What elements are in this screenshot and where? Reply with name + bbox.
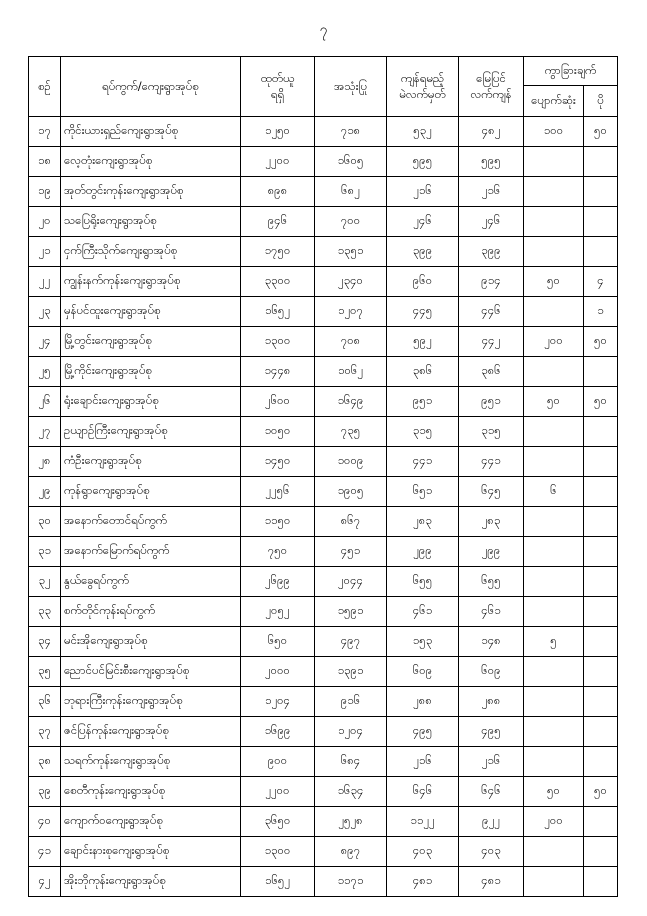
row-name: ကျွန်းနက်ကုန်းကျေးရွာအုပ်စု [61,267,241,297]
row-existing: ၃၆၅၀ [241,807,315,837]
row-actual: ၂၈၃ [459,507,524,537]
row-lost: ၁၀၀ [524,117,584,147]
row-actual: ၅၉၅ [459,147,524,177]
row-used: ၇၀၀ [315,207,387,237]
row-existing: ၂၂၀၀ [241,777,315,807]
row-number: ၄၁ [29,837,61,867]
table-row [29,147,618,177]
table-row [29,177,618,207]
row-actual: ၄၉၅ [459,717,524,747]
row-used: ၄၅၁ [315,537,387,567]
row-name: လေ့တုံးကျေးရွာအုပ်စု [61,147,241,177]
row-used: ၄၉၇ [315,627,387,657]
row-remaining: ၅၉၅ [387,147,459,177]
row-excess [584,687,618,717]
row-lost [524,417,584,447]
row-number: ၂၀ [29,207,61,237]
row-existing: ၂၆၀၀ [241,387,315,417]
row-existing: ၁၆၉၉ [241,717,315,747]
row-lost [524,867,584,897]
row-used: ၈၆၇ [315,507,387,537]
row-excess [584,537,618,567]
row-actual: ၆၄၅ [459,477,524,507]
row-name: မှန်ပင်ထူးကျေးရွာအုပ်စု [61,297,241,327]
row-remaining: ၄၈၁ [387,867,459,897]
header-remaining: ကျန်ရမည့် မဲလက်မှတ် [387,57,459,117]
row-excess [584,237,618,267]
row-remaining: ၂၁၆ [387,177,459,207]
row-lost [524,717,584,747]
row-remaining: ၄၄၁ [387,447,459,477]
row-name: ငှက်ကြီးသိုက်ကျေးရွာအုပ်စု [61,237,241,267]
row-excess [584,147,618,177]
table-row [29,267,618,297]
table-row [29,387,618,417]
row-number: ၂၇ [29,417,61,447]
table-row [29,687,618,717]
header-lost: ပျောက်ဆုံး [524,86,584,117]
row-actual: ၃၉၉ [459,237,524,267]
row-number: ၂၅ [29,357,61,387]
table-row [29,747,618,777]
row-excess [584,507,618,537]
table-row [29,357,618,387]
row-used: ၁၅၉၁ [315,597,387,627]
row-number: ၃၃ [29,597,61,627]
row-excess [584,807,618,837]
row-remaining: ၂၉၉ [387,537,459,567]
row-used: ၂၅၂၈ [315,807,387,837]
ballot-table [28,56,618,897]
table-row [29,117,618,147]
row-actual: ၉၁၄ [459,267,524,297]
table-row [29,207,618,237]
row-name: ဘုရားကြီးကုန်းကျေးရွာအုပ်စု [61,687,241,717]
row-used: ၁၂၀၇ [315,297,387,327]
row-actual: ၄၄၂ [459,327,524,357]
row-remaining: ၂၁၆ [387,747,459,777]
table-row [29,417,618,447]
row-actual: ၂၈၈ [459,687,524,717]
header-used: အသုံးပြု [315,57,387,117]
row-actual: ၉၂၂ [459,807,524,837]
row-used: ၂၃၄၀ [315,267,387,297]
row-existing: ၃၃၀၀ [241,267,315,297]
row-remaining: ၆၅၁ [387,477,459,507]
row-existing: ၁၄၄၈ [241,357,315,387]
row-remaining: ၂၈၈ [387,687,459,717]
row-remaining: ၉၆၀ [387,267,459,297]
row-used: ၁၆၃၄ [315,777,387,807]
row-existing: ၁၂၀၄ [241,687,315,717]
page-number: ၇ [319,22,328,38]
row-name: ဥယျာဉ်ကြီးကျေးရွာအုပ်စု [61,417,241,447]
row-existing: ၉၀၀ [241,747,315,777]
row-excess [584,477,618,507]
row-remaining: ၆၄၆ [387,777,459,807]
table-row [29,477,618,507]
row-number: ၃၀ [29,507,61,537]
row-remaining: ၄၆၁ [387,597,459,627]
row-actual: ၂၄၆ [459,207,524,237]
row-actual: ၆၅၅ [459,567,524,597]
row-actual: ၃၈၆ [459,357,524,387]
header-no: စဉ် [29,57,61,117]
row-used: ၆၈၄ [315,747,387,777]
row-name: ကိုင်းယားရှည်ကျေးရွာအုပ်စု [61,117,241,147]
table-row [29,867,618,897]
row-actual: ၂၉၉ [459,537,524,567]
row-name: အနောက်မြောက်ရပ်ကွက် [61,537,241,567]
row-name: မြို့တွင်းကျေးရွာအုပ်စု [61,327,241,357]
row-actual: ၃၁၅ [459,417,524,447]
row-used: ၂၀၄၄ [315,567,387,597]
row-name: စက်တိုင်ကုန်းရပ်ကွက် [61,597,241,627]
table-row [29,597,618,627]
row-name: စေတီကုန်းကျေးရွာအုပ်စု [61,777,241,807]
table-row [29,507,618,537]
header-name: ရပ်ကွက်/ကျေးရွာအုပ်စု [61,57,241,117]
row-used: ၁၃၉၁ [315,657,387,687]
row-number: ၃၅ [29,657,61,687]
row-name: သပြေရိုးကျေးရွာအုပ်စု [61,207,241,237]
row-used: ၁၆၄၉ [315,387,387,417]
row-number: ၂၉ [29,477,61,507]
table-row [29,627,618,657]
row-number: ၂၂ [29,267,61,297]
row-existing: ၁၂၅၀ [241,117,315,147]
row-used: ၇၃၅ [315,417,387,447]
row-lost [524,447,584,477]
header-excess: ပို [584,86,618,117]
row-excess: ၁ [584,297,618,327]
row-lost: ၂၀၀ [524,807,584,837]
row-excess [584,447,618,477]
row-lost [524,147,584,177]
row-lost [524,177,584,207]
row-name: အိုးဘိုကုန်းကျေးရွာအုပ်စု [61,867,241,897]
row-lost [524,567,584,597]
row-remaining: ၃၁၅ [387,417,459,447]
row-excess [584,717,618,747]
row-remaining: ၃၉၉ [387,237,459,267]
header-actual: မြေပြင် လက်ကျန် [459,57,524,117]
row-actual: ၄၀၃ [459,837,524,867]
row-lost [524,507,584,537]
table-row [29,657,618,687]
row-existing: ၂၀၀၀ [241,657,315,687]
row-excess: ၅၀ [584,387,618,417]
row-name: မြို့ကိုင်းကျေးရွာအုပ်စု [61,357,241,387]
row-name: ကံဦးကျေးရွာအုပ်စု [61,447,241,477]
row-lost [524,207,584,237]
row-remaining: ၆၀၉ [387,657,459,687]
row-remaining: ၁၅၃ [387,627,459,657]
row-excess: ၅၀ [584,117,618,147]
row-remaining: ၄၄၅ [387,297,459,327]
row-lost: ၂၀၀ [524,327,584,357]
row-lost: ၅၀ [524,777,584,807]
row-lost: ၅ [524,627,584,657]
row-number: ၃၄ [29,627,61,657]
row-actual: ၄၆၁ [459,597,524,627]
row-excess [584,627,618,657]
row-excess [584,837,618,867]
row-lost [524,297,584,327]
row-number: ၂၃ [29,297,61,327]
row-lost [524,357,584,387]
row-used: ၇၁၈ [315,117,387,147]
row-used: ၁၀၆၂ [315,357,387,387]
row-used: ၁၆၀၅ [315,147,387,177]
row-name: နွယ်ခွေရပ်ကွက် [61,567,241,597]
row-lost [524,657,584,687]
table-row [29,717,618,747]
row-number: ၃၇ [29,717,61,747]
row-existing: ၁၆၅၂ [241,297,315,327]
row-number: ၃၂ [29,567,61,597]
row-existing: ၁၄၅၀ [241,447,315,477]
row-remaining: ၂၄၆ [387,207,459,237]
table-row [29,567,618,597]
table-row [29,537,618,567]
header-difference: ကွာခြားချက် [524,57,618,86]
header-existing: ထုတ်ယူ ရရှိ [241,57,315,117]
row-lost [524,237,584,267]
table-row [29,297,618,327]
row-lost [524,747,584,777]
row-used: ၁၁၇၁ [315,867,387,897]
row-existing: ၂၀၅၂ [241,597,315,627]
row-existing: ၈၉၈ [241,177,315,207]
row-lost: ၆ [524,477,584,507]
row-actual: ၄၈၁ [459,867,524,897]
row-used: ၈၉၇ [315,837,387,867]
row-used: ၁၂၀၄ [315,717,387,747]
row-excess [584,597,618,627]
row-excess [584,867,618,897]
row-remaining: ၄၉၅ [387,717,459,747]
row-excess [584,357,618,387]
row-name: ရုံးချောင်းကျေးရွာအုပ်စု [61,387,241,417]
row-remaining: ၁၁၂၂ [387,807,459,837]
table-row [29,447,618,477]
row-number: ၃၉ [29,777,61,807]
row-excess [584,657,618,687]
row-number: ၂၁ [29,237,61,267]
row-actual: ၉၅၁ [459,387,524,417]
table-row [29,237,618,267]
row-existing: ၂၆၉၉ [241,567,315,597]
row-excess [584,567,618,597]
row-name: သရက်ကုန်းကျေးရွာအုပ်စု [61,747,241,777]
row-used: ၁၀၀၉ [315,447,387,477]
table-row [29,777,618,807]
row-lost [524,597,584,627]
row-lost [524,687,584,717]
row-excess [584,177,618,207]
row-lost [524,837,584,867]
row-number: ၃၆ [29,687,61,717]
row-remaining: ၆၅၅ [387,567,459,597]
row-existing: ၁၀၅၀ [241,417,315,447]
row-used: ၇၀၈ [315,327,387,357]
row-used: ၉၁၆ [315,687,387,717]
row-lost [524,537,584,567]
row-name: ကုန်ရွာကျေးရွာအုပ်စု [61,477,241,507]
row-remaining: ၅၃၂ [387,117,459,147]
row-used: ၁၉၀၅ [315,477,387,507]
row-existing: ၁၃၀၀ [241,327,315,357]
row-remaining: ၂၈၃ [387,507,459,537]
row-actual: ၁၄၈ [459,627,524,657]
row-name: ကျောက်ဝကျေးရွာအုပ်စု [61,807,241,837]
row-name: အုတ်တွင်းကုန်းကျေးရွာအုပ်စု [61,177,241,207]
row-name: မင်းအိုကျေးရွာအုပ်စု [61,627,241,657]
row-excess: ၄ [584,267,618,297]
table-body [29,117,618,897]
row-excess [584,747,618,777]
row-number: ၂၆ [29,387,61,417]
row-actual: ၄၄၁ [459,447,524,477]
row-number: ၄၀ [29,807,61,837]
row-existing: ၂၂၀၀ [241,147,315,177]
table-row [29,837,618,867]
row-number: ၂၄ [29,327,61,357]
row-used: ၁၃၅၁ [315,237,387,267]
row-name: ညောင်ပင်မြင်းစီးကျေးရွာအုပ်စု [61,657,241,687]
row-number: ၂၈ [29,447,61,477]
row-existing: ၁၃၀၀ [241,837,315,867]
row-remaining: ၃၈၆ [387,357,459,387]
row-number: ၄၂ [29,867,61,897]
row-name: အနောက်တောင်ရပ်ကွက် [61,507,241,537]
row-number: ၁၇ [29,117,61,147]
row-name: ချောင်းနားစုကျေးရွာအုပ်စု [61,837,241,867]
table-row [29,807,618,837]
row-excess [584,207,618,237]
row-existing: ၁၆၅၂ [241,867,315,897]
row-name: ဇင်ပြန်ကုန်းကျေးရွာအုပ်စု [61,717,241,747]
row-excess: ၅၀ [584,327,618,357]
row-actual: ၂၁၆ [459,747,524,777]
row-excess [584,417,618,447]
row-remaining: ၄၀၃ [387,837,459,867]
row-remaining: ၅၉၂ [387,327,459,357]
row-existing: ၉၄၆ [241,207,315,237]
row-existing: ၆၅၀ [241,627,315,657]
row-actual: ၂၁၆ [459,177,524,207]
row-existing: ၇၅၀ [241,537,315,567]
row-excess: ၅၀ [584,777,618,807]
row-lost: ၅၀ [524,267,584,297]
row-used: ၆၈၂ [315,177,387,207]
row-actual: ၄၈၂ [459,117,524,147]
row-number: ၃၁ [29,537,61,567]
table-row [29,327,618,357]
row-number: ၁၈ [29,147,61,177]
row-remaining: ၉၅၁ [387,387,459,417]
row-existing: ၁၁၅၀ [241,507,315,537]
row-existing: ၁၇၅၀ [241,237,315,267]
row-lost: ၅၀ [524,387,584,417]
row-number: ၃၈ [29,747,61,777]
row-number: ၁၉ [29,177,61,207]
row-actual: ၄၄၆ [459,297,524,327]
row-actual: ၆၀၉ [459,657,524,687]
row-actual: ၆၄၆ [459,777,524,807]
row-existing: ၂၂၅၆ [241,477,315,507]
